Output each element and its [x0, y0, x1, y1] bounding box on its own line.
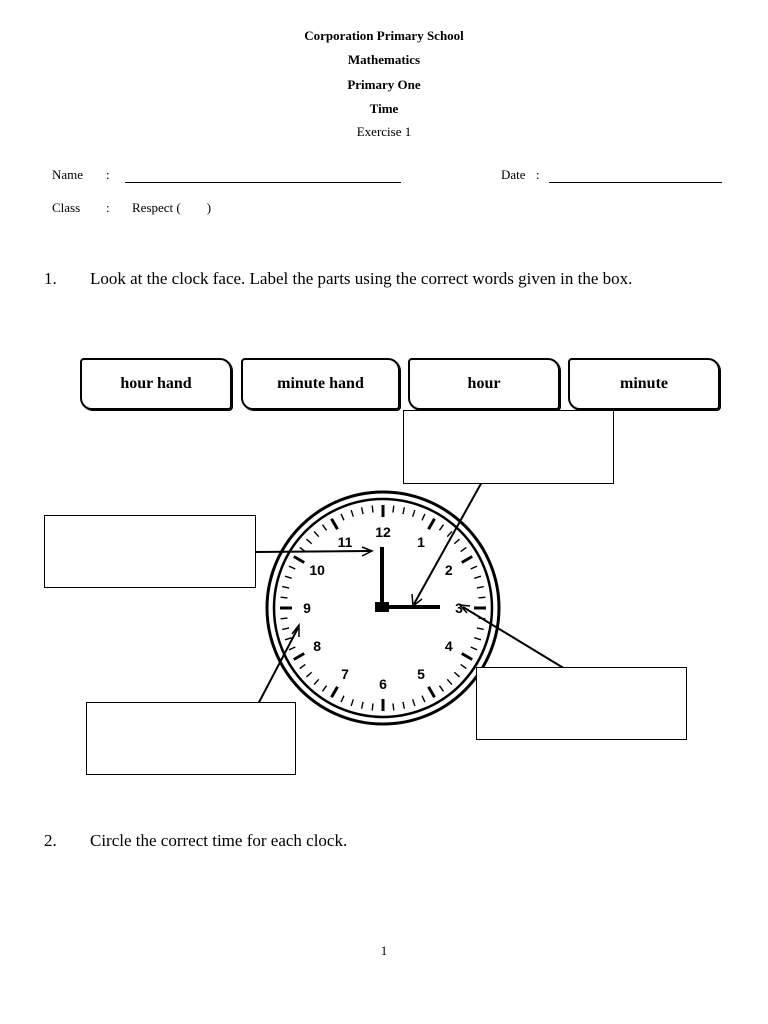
minute-tick: [393, 703, 394, 710]
word-box-minute: minute: [568, 358, 720, 410]
page-number: 1: [380, 943, 388, 958]
clock-number-11: 11: [337, 534, 353, 551]
topic-title: Time: [369, 101, 399, 116]
question-1-number: 1.: [44, 269, 57, 288]
minute-tick: [393, 506, 394, 513]
clock-number-6: 6: [379, 676, 387, 692]
subject-title: Mathematics: [347, 52, 421, 67]
clock-number-8: 8: [313, 638, 322, 654]
clock-number-10: 10: [309, 562, 325, 578]
minute-tick: [372, 506, 373, 513]
answer-box-top-right[interactable]: [403, 410, 614, 484]
date-label: Date: [501, 167, 526, 182]
word-box-hour-hand: hour hand: [80, 358, 232, 410]
clock-number-2: 2: [444, 562, 453, 578]
class-value: Respect ( ): [132, 200, 212, 215]
date-colon: :: [536, 167, 540, 182]
clock-center: [375, 602, 389, 612]
name-label: Name: [52, 167, 84, 182]
minute-tick: [281, 618, 288, 619]
level-title: Primary One: [347, 77, 421, 92]
minute-tick: [478, 597, 485, 598]
name-colon: :: [106, 167, 110, 182]
clock-number-4: 4: [444, 638, 453, 654]
pointer-line-left-top: [256, 551, 370, 552]
clock-number-5: 5: [417, 665, 425, 682]
clock-number-7: 7: [341, 665, 349, 682]
word-box-minute-hand: minute hand: [241, 358, 400, 410]
class-label: Class: [52, 200, 81, 215]
answer-box-bottom-left[interactable]: [86, 702, 296, 775]
minute-tick: [281, 597, 288, 598]
question-2-text: Circle the correct time for each clock.: [90, 831, 348, 850]
answer-box-bottom-right[interactable]: [476, 667, 687, 740]
school-name: Corporation Primary School: [304, 28, 464, 43]
word-box-hour: hour: [408, 358, 560, 410]
answer-box-left-top[interactable]: [44, 515, 256, 588]
question-2-number: 2.: [44, 831, 57, 850]
exercise-title: Exercise 1: [356, 124, 412, 139]
question-1-text: Look at the clock face. Label the parts using the correct words given in the box.: [90, 269, 633, 288]
clock-number-1: 1: [417, 534, 425, 551]
question-2: [0, 831, 768, 853]
class-colon: :: [106, 200, 110, 215]
clock-number-9: 9: [303, 600, 311, 616]
clock-number-12: 12: [375, 524, 391, 540]
clock-number-3: 3: [455, 600, 463, 616]
minute-tick: [372, 703, 373, 710]
